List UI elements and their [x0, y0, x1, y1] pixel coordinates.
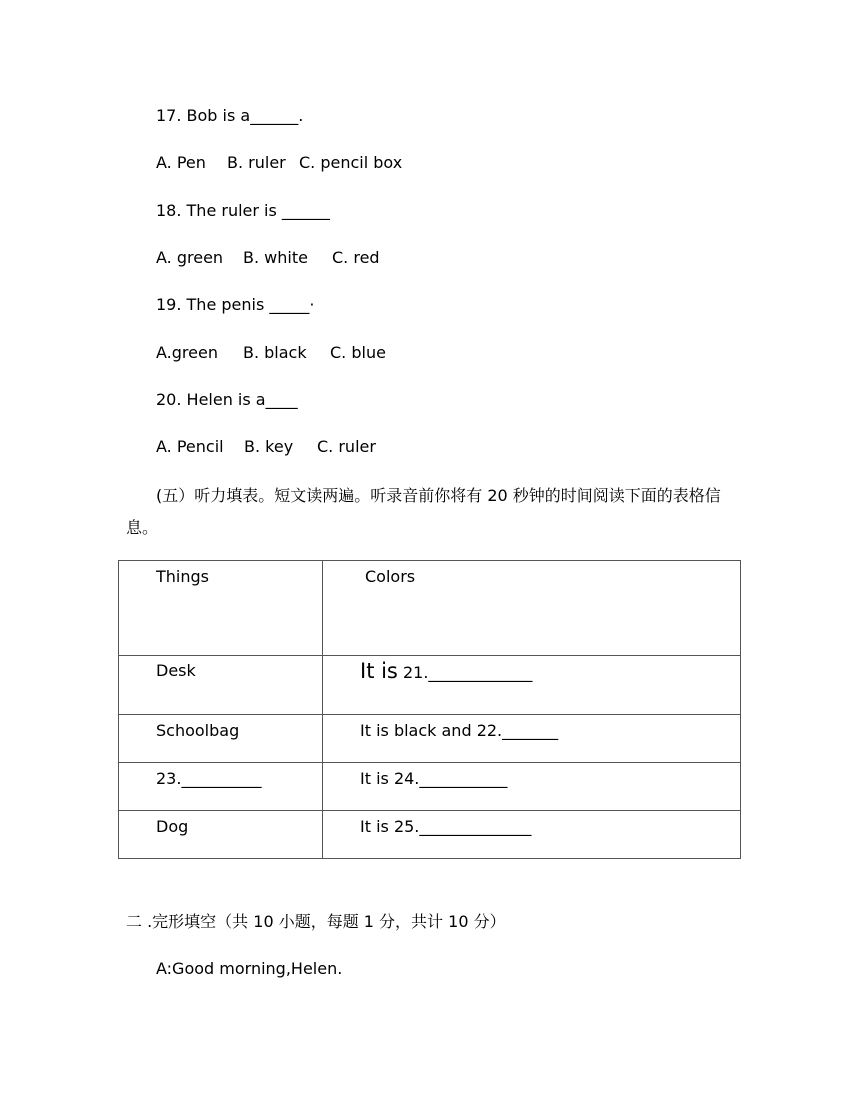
option-b: B. white — [243, 248, 308, 267]
table-row — [119, 763, 741, 811]
option-c: C. blue — [330, 343, 386, 362]
color-prefix: It is — [360, 659, 398, 683]
question-20-options — [156, 437, 376, 457]
table-header-row — [119, 561, 741, 656]
thing-cell: Schoolbag — [119, 715, 323, 763]
dialogue-line: A:Good morning,Helen. — [156, 959, 343, 978]
header-colors: Colors — [323, 561, 741, 656]
question-17-options — [156, 153, 402, 173]
option-a: A. Pencil — [156, 437, 224, 456]
option-a: A. Pen — [156, 153, 206, 172]
question-18-options — [156, 248, 380, 268]
section2-title: 二 .完形填空（共 10 小题，每题 1 分，共计 10 分） — [126, 912, 506, 931]
option-b: B. key — [244, 437, 294, 456]
option-c: C. ruler — [317, 437, 376, 456]
part5-instruction: (五）听力填表。短文读两遍。听录音前你将有 20 秒钟的时间阅读下面的表格信息。 — [126, 486, 721, 537]
header-things: Things — [119, 561, 323, 656]
table-row — [119, 811, 741, 859]
option-a: A. green — [156, 248, 224, 267]
color-cell: It is 24.___________ — [323, 763, 741, 811]
question-19-options — [156, 343, 386, 363]
thing-cell: Desk — [119, 656, 323, 715]
question-18-stem: 18. The ruler is ______ — [156, 201, 330, 220]
color-cell — [323, 656, 741, 715]
option-b: B. ruler — [227, 153, 286, 172]
table-row — [119, 656, 741, 715]
color-blank: 21._____________ — [397, 663, 533, 682]
option-c: C. red — [332, 248, 380, 267]
color-cell: It is black and 22._______ — [323, 715, 741, 763]
option-b: B. black — [243, 343, 307, 362]
question-17-stem: 17. Bob is a______. — [156, 106, 304, 125]
table-row — [119, 715, 741, 763]
option-a: A.green — [156, 343, 218, 362]
listening-table — [118, 560, 741, 859]
thing-cell: Dog — [119, 811, 323, 859]
question-19-stem: 19. The penis _____· — [156, 295, 315, 314]
question-20-stem: 20. Helen is a____ — [156, 390, 298, 409]
thing-cell: 23.__________ — [119, 763, 323, 811]
option-c: C. pencil box — [299, 153, 403, 172]
color-cell: It is 25.______________ — [323, 811, 741, 859]
